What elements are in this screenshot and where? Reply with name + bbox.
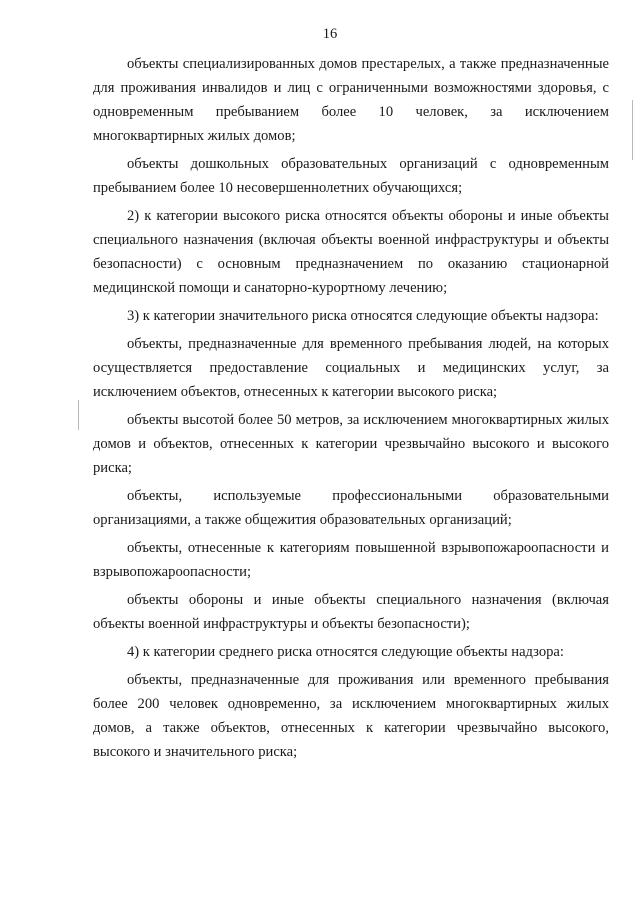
paragraph: объекты высотой более 50 метров, за исключением многоквартирных жилых домов и объектов, отнесенных к категории чрезвычайно высокого и высокого риска;: [93, 412, 609, 476]
paragraph: объекты, предназначенные для временного пребывания людей, на которых осуществляется предоставление социальных и медицинских услуг, за исключением объектов, отнесенных к категории высокого риска;: [93, 336, 609, 400]
scan-edge-mark: [632, 100, 633, 160]
page-number: 16: [322, 26, 338, 42]
paragraph: объекты специализированных домов престарелых, а также предназначенные для проживания инвалидов и лиц с ограниченными возможностями здоровья, с одновременным пребыванием более 10 человек, за исключением многоквартирных жилых домов;: [93, 56, 609, 144]
scan-edge-mark: [78, 400, 79, 430]
paragraph: объекты обороны и иные объекты специального назначения (включая объекты военной инфраструктуры и объекты безопасности);: [93, 592, 609, 632]
paragraph: 2) к категории высокого риска относятся объекты обороны и иные объекты специального назначения (включая объекты военной инфраструктуры и объекты безопасности) с основным предназначением по оказанию стационарной медицинской помощи и санаторно-курортному лечению;: [93, 208, 609, 296]
paragraph: 3) к категории значительного риска относятся следующие объекты надзора:: [127, 308, 599, 324]
document-body: [93, 52, 609, 768]
paragraph: объекты, отнесенные к категориям повышенной взрывопожароопасности и взрывопожароопасности;: [93, 540, 609, 580]
paragraph: объекты, предназначенные для проживания или временного пребывания более 200 человек одновременно, за исключением многоквартирных жилых домов, а также объектов, отнесенных к категории чрезвычайно высокого, высокого и значительного риска;: [93, 672, 609, 760]
paragraph: объекты, используемые профессиональными образовательными организациями, а также общежития образовательных организаций;: [93, 488, 609, 528]
paragraph: объекты дошкольных образовательных организаций с одновременным пребыванием более 10 несовершеннолетних обучающихся;: [93, 156, 609, 196]
paragraph: 4) к категории среднего риска относятся следующие объекты надзора:: [127, 644, 564, 660]
